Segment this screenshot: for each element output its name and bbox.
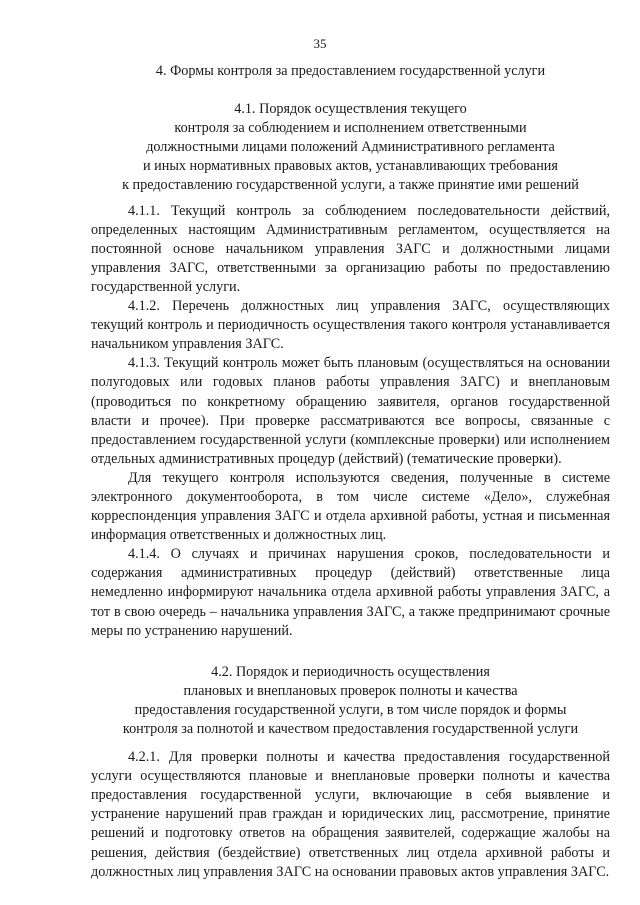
paragraph-4-1-4: 4.1.4. О случаях и причинах нарушения сроков, последовательности и содержания административных процедур (действий) ответственные лица немедленно информируют начальника отдела архивной работы управления ЗАГС, а тот в свою очередь – начальника управления ЗАГС, а также предпринимают срочные меры по устранению нарушений. [91, 546, 610, 639]
subsection-4-1-title [91, 100, 610, 195]
document-body [91, 62, 610, 882]
paragraph-4-2-1: 4.2.1. Для проверки полноты и качества предоставления государственной услуги осуществляются плановые и внеплановые проверки полноты и качества предоставления государственной услуги, включающие в себя выявление и устранение нарушений прав граждан и юридических лиц, рассмотрение, принятие решений и подготовку ответов на обращения заявителей, содержащие жалобы на решения, действия (бездействие) ответственных лиц отдела архивной работы и должностных лиц управления ЗАГС на основании правовых актов управления ЗАГС. [91, 749, 610, 880]
paragraph-4-1-3: 4.1.3. Текущий контроль может быть плановым (осуществляться на основании полугодовых или годовых планов работы управления ЗАГС) и внеплановым (проводиться по конкретному обращению заявителя, органов государственной власти и прочее). При проверке рассматриваются все вопросы, связанные с предоставлением государственной услуги (комплексные проверки) или исполнением отдельных административных процедур (действий) (тематические проверки). [91, 355, 610, 467]
subsection-4-2-title-line: предоставления государственной услуги, в том числе порядок и формы [134, 701, 567, 718]
subsection-4-2-title-line: контроля за полнотой и качеством предоставления государственной услуги [122, 721, 579, 737]
paragraph-4-1-2: 4.1.2. Перечень должностных лиц управления ЗАГС, осуществляющих текущий контроль и периодичность осуществления такого контроля устанавливается начальником управления ЗАГС. [91, 298, 610, 353]
paragraph-current-control-sources: Для текущего контроля используются сведения, полученные в системе электронного документооборота, в том числе системе «Дело», служебная корреспонденция управления ЗАГС и отдела архивной работы, устная и письменная информация ответственных и должностных лиц. [91, 469, 610, 544]
paragraph-4-1-1: 4.1.1. Текущий контроль за соблюдением последовательности действий, определенных настоящим Административным регламентом, осуществляется на постоянной основе начальником управления ЗАГС и должностными лицами управления ЗАГС, ответственными за организацию работы по предоставлению государственной услуги. [91, 202, 610, 295]
section-4-title: 4. Формы контроля за предоставлением государственной услуги [155, 63, 546, 79]
subsection-4-2-title-line: 4.2. Порядок и периодичность осуществления [211, 663, 490, 680]
subsection-4-2-title-line: плановых и внеплановых проверок полноты и качества [183, 682, 518, 699]
subsection-4-1-title-line: должностными лицами положений Административного регламента [146, 139, 555, 156]
subsection-4-1-title-line: и иных нормативных правовых актов, устанавливающих требования [143, 158, 558, 175]
subsection-4-2-title [91, 663, 610, 739]
subsection-4-1-title-line: контроля за соблюдением и исполнением ответственными [174, 120, 527, 137]
subsection-4-1-title-line: 4.1. Порядок осуществления текущего [234, 101, 467, 118]
subsection-4-1-title-line: к предоставлению государственной услуги, а также принятие ими решений [122, 177, 579, 194]
page-number: 35 [313, 36, 327, 51]
